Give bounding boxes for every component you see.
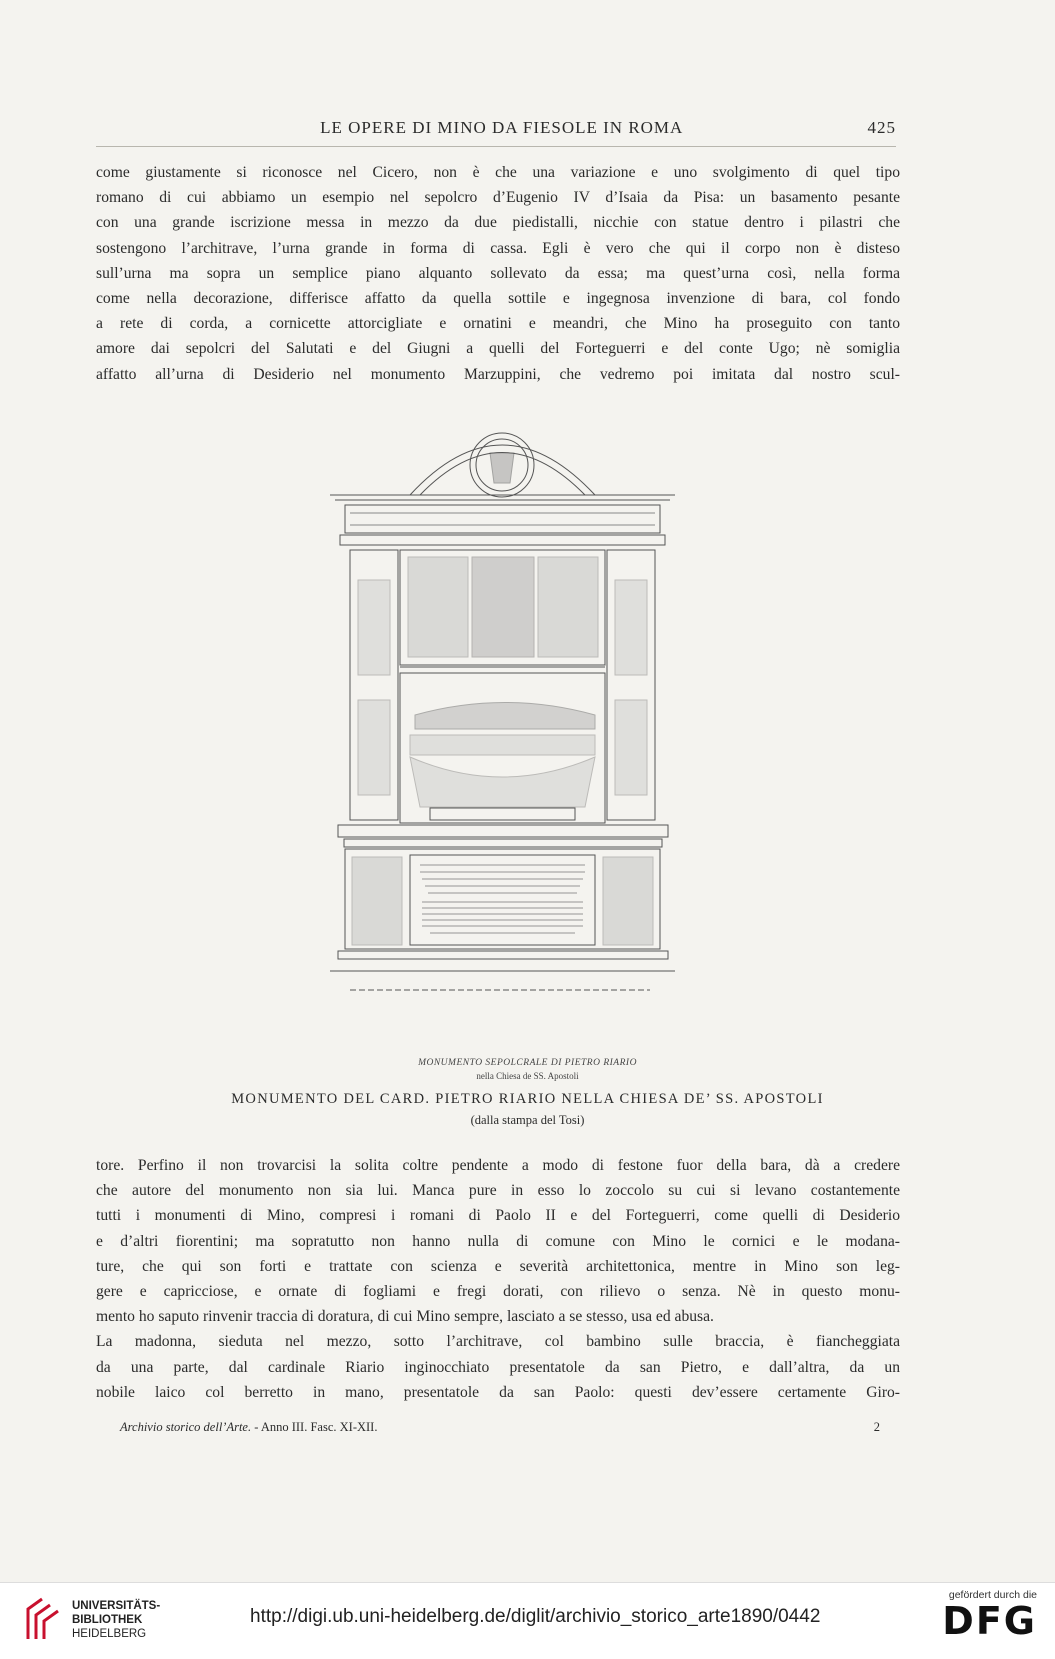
monument-drawing bbox=[330, 405, 675, 1035]
text-line: tutti i monumenti di Mino, compresi i romani di Paolo II e del Forteguerri, come quelli di Desiderio bbox=[96, 1207, 900, 1225]
text-line: romano di cui abbiamo un esempio nel sepolcro d’Eugenio IV d’Isaia da Pisa: un basamento pesante bbox=[96, 189, 900, 207]
sponsor-text: gefördert durch die bbox=[948, 1589, 1037, 1601]
running-title: LE OPERE DI MINO DA FIESOLE IN ROMA bbox=[320, 118, 684, 137]
header-rule bbox=[96, 146, 896, 147]
text-line: nobile laico col berretto in mano, presentatole da san Paolo: questi dev’essere certamente Giro- bbox=[96, 1383, 900, 1401]
page-footer bbox=[120, 1420, 880, 1435]
university-library-logo-icon[interactable] bbox=[22, 1595, 64, 1643]
dfg-sponsor[interactable] bbox=[942, 1589, 1037, 1641]
text-line: e d’altri fiorentini; ma sopratutto non hanno nulla di comune con Mino le cornici e le modana- bbox=[96, 1232, 900, 1250]
dfg-logo-icon: DFG bbox=[942, 1599, 1037, 1643]
text-line: affatto all’urna di Desiderio nel monumento Marzuppini, che vedremo poi imitata dal nostro scul- bbox=[96, 365, 900, 383]
journal-title: Archivio storico dell’Arte. bbox=[120, 1420, 252, 1434]
monument-engraving bbox=[330, 405, 675, 1035]
text-line: come nella decorazione, differisce affatto da quella sottile e ingegnosa invenzione di bara, col fondo bbox=[96, 290, 900, 308]
page-number: 425 bbox=[867, 118, 896, 137]
permalink-url[interactable]: http://digi.ub.uni-heidelberg.de/diglit/archivio_storico_arte1890/0442 bbox=[250, 1606, 821, 1627]
paragraph-1 bbox=[96, 160, 900, 387]
text-line: a rete di corda, a cornicette attorcigliate e ornatini e meandri, che Mino ha proseguito con tanto bbox=[96, 315, 900, 333]
text-line: mento ho saputo rinvenir traccia di doratura, di cui Mino sempre, lasciato a se stesso, usa ed abusa. bbox=[96, 1308, 714, 1326]
text-line: sostengono l’architrave, l’urna grande in forma di cassa. Egli è vero che qui il corpo non è disteso bbox=[96, 239, 900, 257]
running-header bbox=[96, 118, 896, 138]
text-line: da una parte, dal cardinale Riario inginocchiato presentatole da san Pietro, e dall’altra, da un bbox=[96, 1358, 900, 1376]
figure-caption: MONUMENTO DEL CARD. PIETRO RIARIO NELLA CHIESA DE’ SS. APOSTOLI bbox=[231, 1091, 824, 1107]
paragraph-2 bbox=[96, 1153, 900, 1405]
signature-mark: 2 bbox=[873, 1420, 880, 1434]
engraved-subtitle: nella Chiesa de SS. Apostoli bbox=[476, 1071, 579, 1081]
journal-issue: - Anno III. Fasc. XI-XII. bbox=[251, 1420, 378, 1434]
text-line: con una grande iscrizione messa in mezzo da due piedistalli, nicchie con statue dentro i pilastri che bbox=[96, 214, 900, 232]
university-library-name[interactable]: UNIVERSITÄTS- BIBLIOTHEK HEIDELBERG bbox=[72, 1600, 161, 1640]
text-line: gere e capricciose, e ornate di fogliami e fregi dorati, con rilievo o senza. Nè in questo monu- bbox=[96, 1283, 900, 1301]
journal-reference bbox=[120, 1420, 377, 1435]
text-line: che autore del monumento non sia lui. Manca pure in esso lo zoccolo su cui si levano costantemente bbox=[96, 1182, 900, 1200]
text-line: amore dai sepolcri del Salutati e del Giugni a quelli del Forteguerri e del conte Ugo; nè somiglia bbox=[96, 340, 900, 358]
engraved-title: MONUMENTO SEPOLCRALE DI PIETRO RIARIO bbox=[418, 1058, 637, 1068]
text-line: tore. Perfino il non trovarcisi la solita coltre pendente a modo di festone fuor della bara, dà a credere bbox=[96, 1157, 900, 1174]
text-line: ture, che qui son forti e trattate con scienza e severità architettonica, mentre in Mino son leg- bbox=[96, 1257, 900, 1275]
text-line: sull’urna ma sopra un semplice piano alquanto sollevato da essa; ma quest’urna così, nella forma bbox=[96, 264, 900, 282]
viewer-footer-bar bbox=[0, 1582, 1055, 1659]
text-line: La madonna, sieduta nel mezzo, sotto l’architrave, col bambino sulle braccia, è fiancheggiata bbox=[96, 1333, 900, 1351]
text-line: come giustamente si riconosce nel Cicero, non è che una variazione e uno svolgimento di quel tipo bbox=[96, 164, 900, 181]
figure-subcaption: (dalla stampa del Tosi) bbox=[470, 1113, 585, 1127]
